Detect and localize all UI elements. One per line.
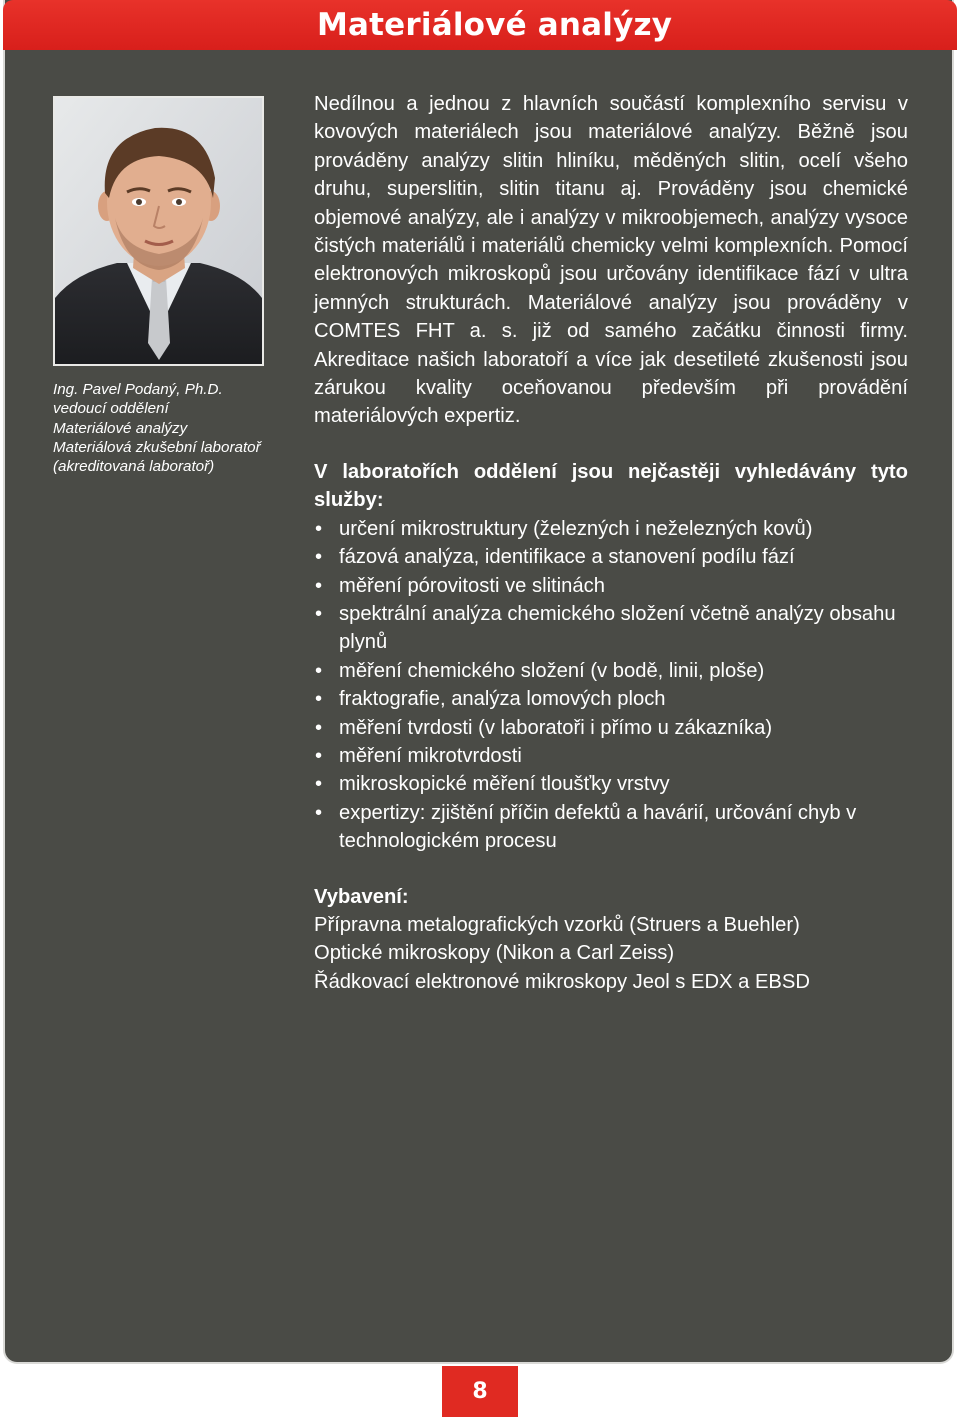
list-item xyxy=(314,543,908,571)
equipment-line: Řádkovací elektronové mikroskopy Jeol s EDX a EBSD xyxy=(314,970,810,993)
intro-paragraph: Nedílnou a jednou z hlavních součástí komplexního servisu v kovových materiálech jsou materiálové analýzy. Běžně jsou prováděny analýzy slitin hliníku, měděných slitin, ocelí všeho druhu, superslitin, slitin titanu aj. Prováděny jsou chemické objemové analýzy, ale i analýzy v mikroobjemech, analýzy vysoce čistých materiálů i materiálů chemicky velmi komplexních. Pomocí elektronových mikroskopů jsou určovány identifikace fází v ultra jemných strukturách. Materiálové analýzy jsou prováděny v COMTES FHT a. s. již od samého začátku činnosti firmy. Akreditace našich laboratoří a více jak desetileté zkušenosti jsou zárukou kvality oceňovanou především při provádění materiálových expertiz. xyxy=(314,93,908,428)
list-item xyxy=(314,657,908,685)
header-bar xyxy=(3,0,957,50)
list-item-text: měření tvrdosti (v laboratoři i přímo u zákazníka) xyxy=(339,716,773,739)
portrait-photo xyxy=(53,96,264,366)
caption-name: Ing. Pavel Podaný, Ph.D. xyxy=(53,381,223,398)
services-heading: V laboratořích oddělení jsou nejčastěji vyhledávány tyto služby: xyxy=(314,460,908,512)
bullet-icon: • xyxy=(315,688,323,711)
caption-role: vedoucí oddělení xyxy=(53,400,169,418)
photo-caption xyxy=(53,380,303,476)
caption-department: Materiálové analýzy xyxy=(53,419,188,437)
list-item-text: spektrální analýza chemického složení včetně analýzy obsahu plynů xyxy=(339,602,896,654)
equipment-line: Optické mikroskopy (Nikon a Carl Zeiss) xyxy=(314,942,675,965)
page-number-box xyxy=(442,1366,518,1417)
list-item xyxy=(314,770,908,798)
bullet-icon: • xyxy=(315,574,323,597)
bullet-icon: • xyxy=(315,517,323,540)
caption-accreditation: (akreditovaná laboratoř) xyxy=(53,458,215,476)
list-item-text: měření pórovitosti ve slitinách xyxy=(339,574,605,597)
bullet-icon: • xyxy=(315,773,323,796)
list-item-text: expertizy: zjištění příčin defektů a havárií, určování chyb v technologickém procesu xyxy=(339,801,857,853)
list-item xyxy=(314,600,908,657)
list-item-text: mikroskopické měření tloušťky vrstvy xyxy=(339,773,670,796)
equipment-heading: Vybavení: xyxy=(314,885,409,908)
page-title: Materiálové analýzy xyxy=(317,7,673,43)
page-number: 8 xyxy=(472,1379,488,1404)
portrait-illustration xyxy=(55,98,262,364)
caption-lab: Materiálová zkušební laboratoř xyxy=(53,438,261,456)
list-item xyxy=(314,742,908,770)
main-content xyxy=(314,90,908,996)
list-item xyxy=(314,685,908,713)
bullet-icon: • xyxy=(315,744,323,767)
bullet-icon: • xyxy=(315,716,323,739)
bullet-icon: • xyxy=(315,659,323,682)
list-item-text: měření mikrotvrdosti xyxy=(339,744,522,767)
list-item xyxy=(314,515,908,543)
list-item xyxy=(314,572,908,600)
list-item-text: fázová analýza, identifikace a stanovení podílu fází xyxy=(339,546,795,569)
list-item xyxy=(314,714,908,742)
bullet-icon: • xyxy=(315,602,323,625)
list-item xyxy=(314,799,908,856)
list-item-text: určení mikrostruktury (železných i neželezných kovů) xyxy=(339,517,813,540)
bullet-icon: • xyxy=(315,546,323,569)
equipment-line: Přípravna metalografických vzorků (Struers a Buehler) xyxy=(314,913,800,936)
bullet-icon: • xyxy=(315,801,323,824)
list-item-text: měření chemického složení (v bodě, linii, ploše) xyxy=(339,659,765,682)
services-list xyxy=(314,515,908,856)
list-item-text: fraktografie, analýza lomových ploch xyxy=(339,688,666,711)
